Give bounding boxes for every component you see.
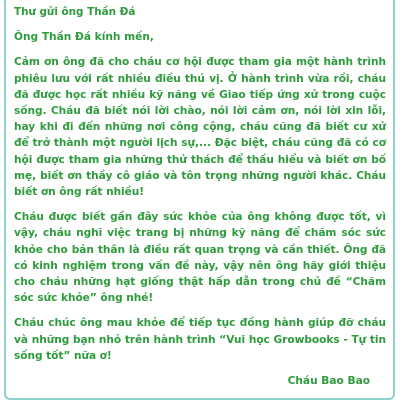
letter-paragraph-1: Cảm ơn ông đã cho cháu cơ hội được tham gia một hành trình phiêu lưu với rất nhiều điều thú vị. Ở hành trình vừa rồi, cháu đã được học rất nhiều kỹ năng về Giao tiếp ứng xử trong cuộc sống. Cháu đã biết nói lời chào, nói lời cảm ơn, nói lời xin lỗi, hay khi đi đến những nơi công cộng, cháu cũng đã biết cư xử để trở thành một người lịch sự,... Đặc biệt, cháu cũng đã có cơ hội được tham gia những thử thách để thấu hiểu và biết ơn bố mẹ, biết ơn thầy cô giáo và tôn trọng những người khác. Cháu biết ơn ông rất nhiều! <box>14 56 386 199</box>
letter-greeting: Ông Thần Đá kính mến, <box>14 31 154 44</box>
letter-paragraph-3: Cháu chúc ông mau khỏe để tiếp tục đồng hành giúp đỡ cháu và những bạn nhỏ trên hành trình “Vui học Growbooks - Tự tin sống tốt” nữa ơ! <box>14 317 386 362</box>
letter-body <box>14 4 386 389</box>
letter-signature: Cháu Bao Bao <box>287 375 370 388</box>
letter-heading: Thư gửi ông Thần Đá <box>14 6 136 18</box>
letter-paragraph-2: Cháu được biết gần đây sức khỏe của ông không được tốt, vì vậy, cháu nghĩ việc trang bị những kỹ năng để chăm sóc sức khỏe cho bản thân là điều rất quan trọng và cần thiết. Ông đã có kinh nghiệm trong vấn đề này, vậy nên ông hãy giới thiệu cho cháu những hạt giống thật hấp dẫn trong chủ đề “Chăm sóc sức khỏe” ông nhé! <box>14 211 386 305</box>
